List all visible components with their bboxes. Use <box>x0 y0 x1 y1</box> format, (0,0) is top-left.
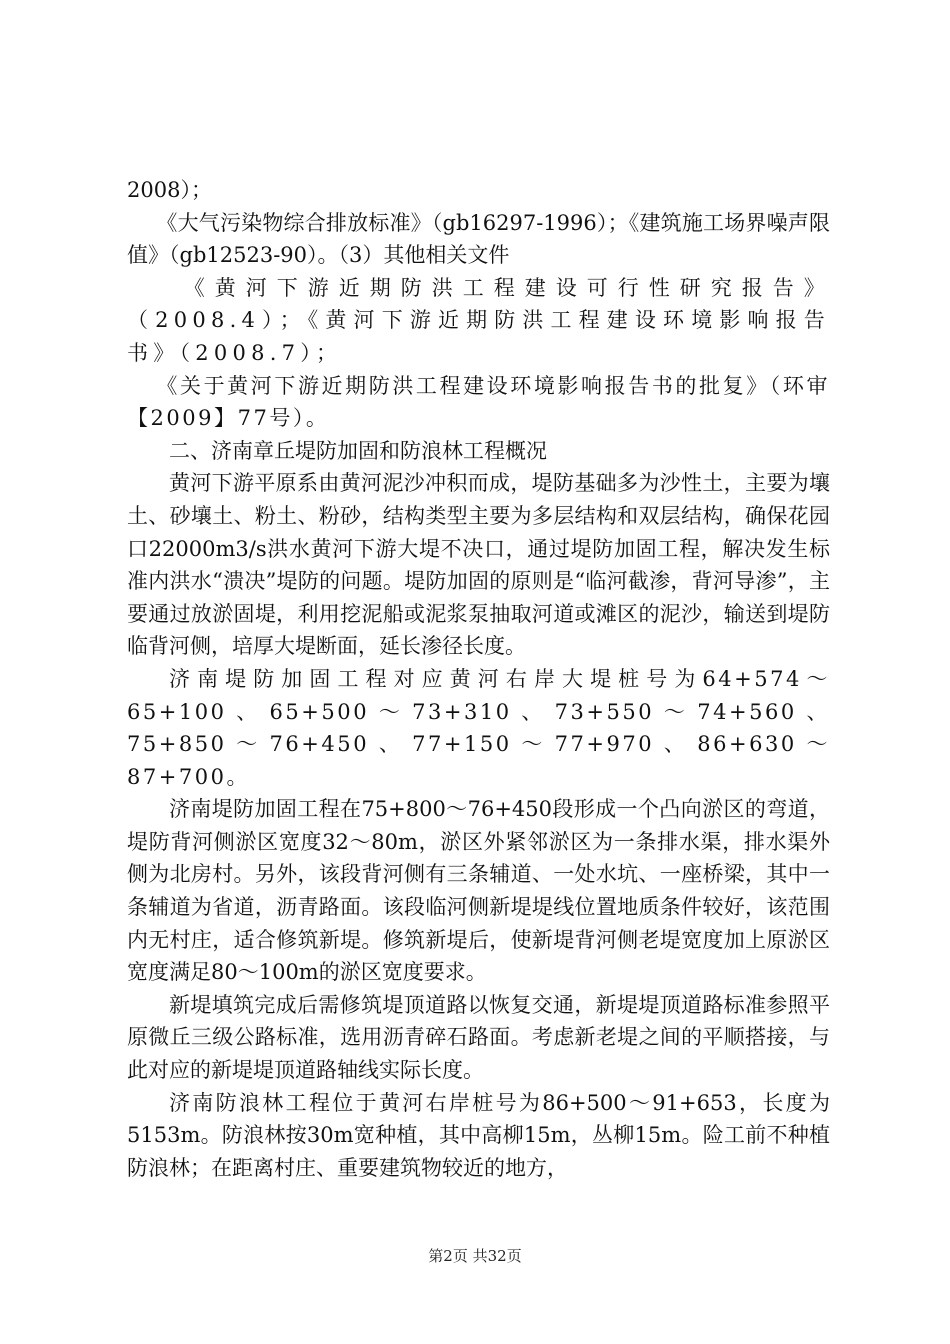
paragraph-overview: 黄河下游平原系由黄河泥沙冲积而成，堤防基础多为沙性土，主要为壤土、砂壤土、粉土、粉砂，结构类型主要为多层结构和双层结构，确保花园口22000m3/s洪水黄河下游大堤不决口，通过堤防加固工程，解决发生标准内洪水“溃决”堤防的问题。堤防加固的原则是“临河截渗，背河导渗”，主要通过放淤固堤，利用挖泥船或泥浆泵抽取河道或滩区的泥沙，输送到堤防临背河侧，培厚大堤断面，延长渗径长度。 <box>127 471 830 659</box>
paragraph-reports: 《黄河下游近期防洪工程建设可行性研究报告》（2008.4）；《黄河下游近期防洪工程建设环境影响报告书》（2008.7）； <box>127 275 830 365</box>
document-body <box>127 174 830 1184</box>
paragraph-continuation: 2008）； <box>127 178 212 202</box>
paragraph-standards: 《大气污染物综合排放标准》（gb16297-1996）；《建筑施工场界噪声限值》（gb12523-90）。（3）其他相关文件 <box>127 210 830 268</box>
section-heading: 二、济南章丘堤防加固和防浪林工程概况 <box>169 438 547 463</box>
paragraph-approval: 《关于黄河下游近期防洪工程建设环境影响报告书的批复》（环审【2009】77号）。 <box>127 373 830 431</box>
paragraph-road: 新堤填筑完成后需修筑堤顶道路以恢复交通，新堤堤顶道路标准参照平原微丘三级公路标准，选用沥青碎石路面。考虑新老堤之间的平顺搭接，与此对应的新堤堤顶道路轴线实际长度。 <box>127 992 830 1083</box>
paragraph-bend: 济南堤防加固工程在75+800～76+450段形成一个凸向淤区的弯道，堤防背河侧淤区宽度32～80m，淤区外紧邻淤区为一条排水渠，排水渠外侧为北房村。另外，该段背河侧有三条辅道、一处水坑、一座桥梁，其中一条辅道为省道，沥青路面。该段临河侧新堤堤线位置地质条件较好，该范围内无村庄，适合修筑新堤。修筑新堤后，使新堤背河侧老堤宽度加上原淤区宽度满足80～100m的淤区宽度要求。 <box>127 797 830 985</box>
paragraph-forest: 济南防浪林工程位于黄河右岸桩号为86+500～91+653，长度为5153m。防浪林按30m宽种植，其中高柳15m，丛柳15m。险工前不种植防浪林；在距离村庄、重要建筑物较近的地方， <box>127 1090 830 1180</box>
paragraph-stake-numbers: 济南堤防加固工程对应黄河右岸大堤桩号为64+574～65+100、65+500～73+310、73+550～74+560、75+850～76+450、77+150～77+970、86+630～87+700。 <box>127 666 830 789</box>
page-footer: 第2页 共32页 <box>428 1247 522 1265</box>
